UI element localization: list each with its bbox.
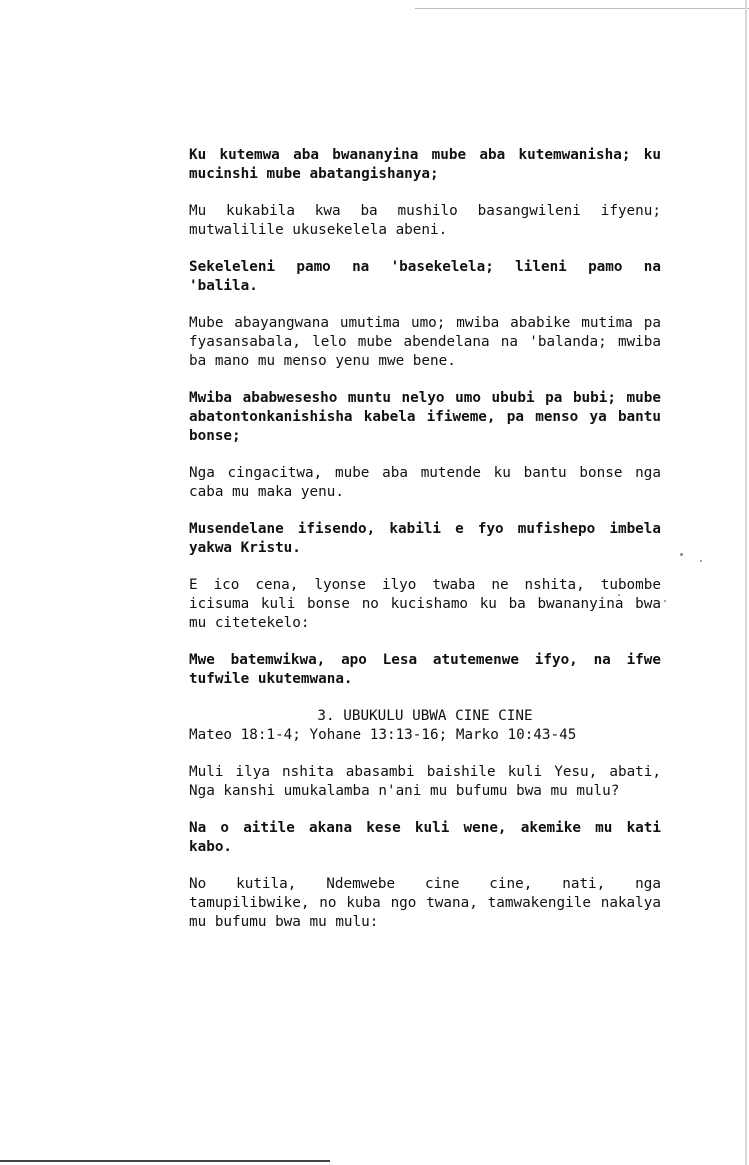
page-body: [189, 146, 661, 950]
scan-speck: [700, 560, 702, 562]
section-references: Mateo 18:1-4; Yohane 13:13-16; Marko 10:43-45: [189, 727, 577, 743]
scan-speck: [664, 600, 666, 602]
paragraph-10: Muli ilya nshita abasambi baishile kuli Yesu, abati, Nga kanshi umukalamba n'ani mu bufumu bwa mu mulu?: [189, 764, 661, 799]
paragraph-12: No kutila, Ndemwebe cine cine, nati, nga tamupilibwike, no kuba ngo twana, tamwakengile nakalya mu bufumu bwa mu mulu:: [189, 876, 661, 930]
paragraph-11: Na o aitile akana kese kuli wene, akemike mu kati kabo.: [189, 820, 661, 855]
scan-edge-line-top: [415, 8, 749, 9]
scan-speck: [680, 553, 683, 556]
section-heading: 3. UBUKULU UBWA CINE CINE: [317, 708, 533, 724]
paragraph-5: Mwiba ababwesesho muntu nelyo umo ububi pa bubi; mube abatontonkanishisha kabela ifiweme, pa menso ya bantu bonse;: [189, 390, 661, 444]
paragraph-4: Mube abayangwana umutima umo; mwiba ababike mutima pa fyasansabala, lelo mube abendelana na 'balanda; mwiba ba mano mu menso yenu mwe bene.: [189, 315, 661, 369]
paragraph-7: Musendelane ifisendo, kabili e fyo mufishepo imbela yakwa Kristu.: [189, 521, 661, 556]
paragraph-2: Mu kukabila kwa ba mushilo basangwileni ifyenu; mutwalilile ukusekelela abeni.: [189, 203, 661, 238]
scan-edge-right: [745, 0, 747, 1165]
paragraph-3: Sekeleleni pamo na 'basekelela; lileni pamo na 'balila.: [189, 259, 661, 294]
paragraph-9: Mwe batemwikwa, apo Lesa atutemenwe ifyo, na ifwe tufwile ukutemwana.: [189, 652, 661, 687]
scan-edge-line-bottom: [0, 1160, 330, 1162]
paragraph-1: Ku kutemwa aba bwananyina mube aba kutemwanisha; ku mucinshi mube abatangishanya;: [189, 147, 661, 182]
paragraph-6: Nga cingacitwa, mube aba mutende ku bantu bonse nga caba mu maka yenu.: [189, 465, 661, 500]
paragraph-8: E ico cena, lyonse ilyo twaba ne nshita, tubombe icisuma kuli bonse no kucishamo ku ba bwananyina bwa mu citetekelo:: [189, 577, 661, 631]
